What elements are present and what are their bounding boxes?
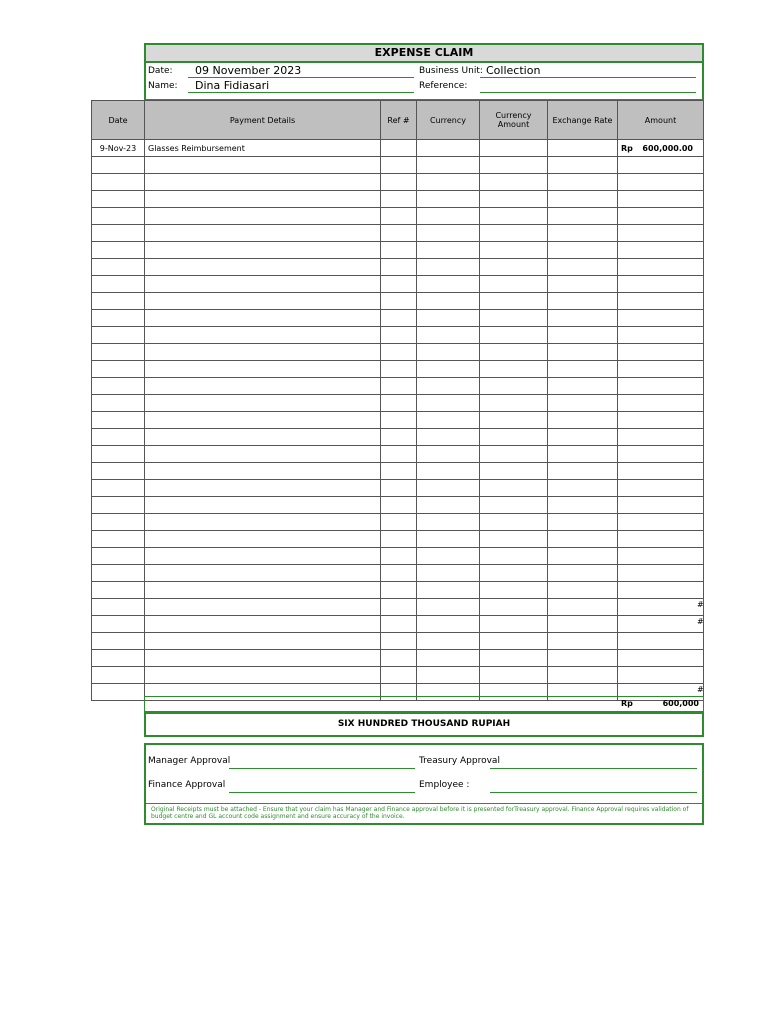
table-cell[interactable] [145,225,381,242]
table-cell[interactable] [381,446,417,463]
cell-ref[interactable] [381,140,417,157]
table-cell[interactable] [618,208,704,225]
table-cell[interactable] [92,514,145,531]
table-cell[interactable] [92,667,145,684]
table-cell[interactable] [145,174,381,191]
table-cell[interactable] [145,650,381,667]
table-cell[interactable] [618,463,704,480]
header-payment-details: Payment Details [145,101,381,140]
table-row [92,633,704,650]
table-cell[interactable] [480,344,548,361]
table-cell[interactable] [145,327,381,344]
table-cell[interactable] [92,565,145,582]
overflow-marker: # [697,685,704,694]
business-unit-underline [480,77,696,78]
header-date: Date [92,101,145,140]
table-row [92,497,704,514]
table-cell[interactable] [548,327,618,344]
table-cell[interactable] [548,582,618,599]
table-cell[interactable] [381,327,417,344]
table-cell[interactable] [480,582,548,599]
cell-date[interactable]: 9-Nov-23 [92,140,145,157]
table-cell[interactable] [480,310,548,327]
table-cell[interactable] [417,650,480,667]
table-cell[interactable] [92,378,145,395]
table-cell[interactable] [548,208,618,225]
table-cell[interactable] [548,395,618,412]
table-cell[interactable] [417,276,480,293]
table-cell[interactable] [145,412,381,429]
table-cell[interactable] [480,650,548,667]
table-cell[interactable] [145,242,381,259]
table-cell[interactable] [618,191,704,208]
table-cell[interactable] [548,565,618,582]
table-cell[interactable] [92,157,145,174]
table-cell[interactable] [381,157,417,174]
table-cell[interactable] [548,310,618,327]
table-cell[interactable] [145,276,381,293]
name-underline [188,92,414,93]
table-cell[interactable] [381,650,417,667]
amount-value: 600,000.00 [642,143,693,153]
note-divider [146,803,702,804]
table-cell[interactable] [381,225,417,242]
total-amount: 600,000 [662,699,699,708]
expense-table [91,100,704,701]
table-cell[interactable] [480,327,548,344]
table-cell[interactable] [618,293,704,310]
table-cell[interactable] [548,259,618,276]
table-cell[interactable] [92,225,145,242]
table-cell[interactable] [618,225,704,242]
table-cell[interactable] [145,157,381,174]
header-ref: Ref # [381,101,417,140]
table-row [92,667,704,684]
table-cell[interactable] [480,446,548,463]
table-cell[interactable] [145,463,381,480]
table-cell[interactable] [92,616,145,633]
table-cell[interactable] [548,191,618,208]
date-underline [188,77,414,78]
table-cell[interactable] [92,191,145,208]
table-cell[interactable] [145,310,381,327]
employee-label: Employee : [419,780,470,790]
table-cell[interactable] [548,463,618,480]
table-cell[interactable] [145,344,381,361]
header-currency-amount: Currency Amount [480,101,548,140]
table-cell[interactable] [92,361,145,378]
table-cell[interactable] [618,412,704,429]
table-cell[interactable] [417,429,480,446]
table-cell[interactable] [548,378,618,395]
table-cell[interactable] [417,599,480,616]
table-cell[interactable] [548,633,618,650]
table-cell[interactable] [417,480,480,497]
table-cell[interactable] [92,412,145,429]
table-cell[interactable] [618,531,704,548]
table-cell[interactable] [618,259,704,276]
table-cell[interactable] [381,344,417,361]
table-cell[interactable] [480,259,548,276]
table-cell[interactable] [480,616,548,633]
table-row [92,463,704,480]
table-row [92,599,704,616]
table-cell[interactable] [381,565,417,582]
table-cell[interactable] [92,497,145,514]
table-cell[interactable] [92,463,145,480]
table-cell[interactable] [381,191,417,208]
table-cell[interactable] [480,548,548,565]
table-cell[interactable] [417,361,480,378]
table-cell[interactable] [618,174,704,191]
table-cell[interactable] [618,429,704,446]
table-row [92,344,704,361]
table-cell[interactable] [480,667,548,684]
table-cell[interactable] [381,531,417,548]
table-cell[interactable] [618,616,704,633]
table-cell[interactable] [381,378,417,395]
table-cell[interactable] [381,514,417,531]
table-row [92,310,704,327]
table-row [92,650,704,667]
table-cell[interactable] [381,667,417,684]
cell-currency-amount[interactable] [480,140,548,157]
overflow-marker: # [697,617,704,626]
total-row [144,696,704,712]
finance-approval-line[interactable] [229,792,415,793]
table-cell[interactable] [417,412,480,429]
total-in-words: SIX HUNDRED THOUSAND RUPIAH [144,712,704,737]
table-row [92,412,704,429]
table-cell[interactable] [480,531,548,548]
table-cell[interactable] [145,565,381,582]
table-cell[interactable] [381,463,417,480]
form-title: EXPENSE CLAIM [144,43,704,63]
table-cell[interactable] [145,531,381,548]
table-row [92,259,704,276]
table-cell[interactable] [417,310,480,327]
table-cell[interactable] [480,429,548,446]
table-cell[interactable] [548,616,618,633]
table-row [92,140,704,157]
table-cell[interactable] [381,633,417,650]
table-cell[interactable] [618,446,704,463]
manager-approval-line[interactable] [229,768,415,769]
table-cell[interactable] [381,616,417,633]
table-cell[interactable] [618,582,704,599]
table-cell[interactable] [417,463,480,480]
table-cell[interactable] [381,429,417,446]
header-currency: Currency [417,101,480,140]
table-row [92,548,704,565]
table-row [92,208,704,225]
table-cell[interactable] [417,242,480,259]
table-cell[interactable] [381,395,417,412]
table-cell[interactable] [92,208,145,225]
table-cell[interactable] [417,378,480,395]
finance-approval-label: Finance Approval [148,780,226,790]
table-cell[interactable] [618,667,704,684]
table-cell[interactable] [480,242,548,259]
table-cell[interactable] [618,242,704,259]
table-cell[interactable] [480,599,548,616]
table-cell[interactable] [145,259,381,276]
table-cell[interactable] [417,259,480,276]
table-cell[interactable] [381,174,417,191]
total-currency-symbol: Rp [621,699,633,708]
table-cell[interactable] [548,514,618,531]
table-cell[interactable] [145,616,381,633]
table-cell[interactable] [618,548,704,565]
table-cell[interactable] [145,514,381,531]
table-cell[interactable] [548,242,618,259]
table-row [92,480,704,497]
table-cell[interactable] [92,242,145,259]
table-cell[interactable] [381,361,417,378]
table-cell[interactable] [548,531,618,548]
table-cell[interactable] [548,599,618,616]
date-field[interactable]: 09 November 2023 [195,64,302,77]
business-unit-field[interactable]: Collection [486,64,541,77]
name-label: Name: [148,81,178,91]
table-row [92,531,704,548]
table-cell[interactable] [548,174,618,191]
table-cell[interactable] [480,633,548,650]
table-cell[interactable] [381,310,417,327]
cell-currency[interactable] [417,140,480,157]
table-cell[interactable] [92,174,145,191]
table-cell[interactable] [417,633,480,650]
table-cell[interactable] [92,259,145,276]
table-cell[interactable] [145,548,381,565]
table-cell[interactable] [145,582,381,599]
table-cell[interactable] [548,157,618,174]
table-row [92,327,704,344]
table-cell[interactable] [145,191,381,208]
table-cell[interactable] [417,548,480,565]
table-cell[interactable] [480,463,548,480]
table-cell[interactable] [480,378,548,395]
table-cell[interactable] [548,225,618,242]
table-cell[interactable] [381,412,417,429]
table-cell[interactable] [618,633,704,650]
table-cell[interactable] [381,480,417,497]
table-cell[interactable] [381,599,417,616]
table-cell[interactable] [548,361,618,378]
currency-symbol: Rp [621,143,633,153]
table-cell[interactable] [480,293,548,310]
table-cell[interactable] [417,344,480,361]
table-row [92,361,704,378]
table-row [92,565,704,582]
table-cell[interactable] [480,395,548,412]
table-cell[interactable] [92,684,145,701]
table-cell[interactable] [92,310,145,327]
table-cell[interactable] [618,361,704,378]
table-cell[interactable] [417,157,480,174]
table-cell[interactable] [548,276,618,293]
table-cell[interactable] [145,667,381,684]
table-row [92,378,704,395]
reference-underline [480,92,696,93]
table-cell[interactable] [417,327,480,344]
table-cell[interactable] [381,548,417,565]
table-cell[interactable] [618,514,704,531]
table-cell[interactable] [145,208,381,225]
table-cell[interactable] [92,429,145,446]
table-cell[interactable] [145,633,381,650]
table-cell[interactable] [92,582,145,599]
table-row [92,582,704,599]
table-row [92,157,704,174]
table-cell[interactable] [92,633,145,650]
table-row [92,446,704,463]
table-cell[interactable] [92,344,145,361]
employee-line[interactable] [490,792,697,793]
table-row [92,225,704,242]
table-cell[interactable] [92,446,145,463]
date-label: Date: [148,66,173,76]
header-exchange-rate: Exchange Rate [548,101,618,140]
table-row [92,293,704,310]
table-cell[interactable] [417,667,480,684]
table-cell[interactable] [417,514,480,531]
table-cell[interactable] [480,480,548,497]
table-cell[interactable] [618,276,704,293]
table-cell[interactable] [618,650,704,667]
table-cell[interactable] [381,242,417,259]
table-cell[interactable] [417,565,480,582]
table-cell[interactable] [92,395,145,412]
table-cell[interactable] [480,497,548,514]
table-cell[interactable] [548,412,618,429]
table-cell[interactable] [548,548,618,565]
table-row [92,616,704,633]
treasury-approval-line[interactable] [490,768,697,769]
table-cell[interactable] [480,174,548,191]
table-cell[interactable] [417,395,480,412]
table-cell[interactable] [381,276,417,293]
table-cell[interactable] [618,344,704,361]
table-cell[interactable] [417,531,480,548]
cell-exchange-rate[interactable] [548,140,618,157]
table-cell[interactable] [548,667,618,684]
table-cell[interactable] [92,531,145,548]
table-cell[interactable] [480,157,548,174]
header-amount: Amount [618,101,704,140]
table-cell[interactable] [145,446,381,463]
manager-approval-label: Manager Approval [148,756,231,766]
table-cell[interactable] [145,497,381,514]
table-cell[interactable] [417,191,480,208]
table-cell[interactable] [381,582,417,599]
table-cell[interactable] [618,480,704,497]
overflow-marker: # [697,600,704,609]
table-cell[interactable] [548,497,618,514]
table-cell[interactable] [618,395,704,412]
treasury-approval-label: Treasury Approval [419,756,500,766]
table-cell[interactable] [618,157,704,174]
table-cell[interactable] [381,293,417,310]
table-row [92,514,704,531]
table-cell[interactable] [145,599,381,616]
table-cell[interactable] [145,395,381,412]
table-cell[interactable] [480,412,548,429]
table-cell[interactable] [145,429,381,446]
approval-note: Original Receipts must be attached - Ensure that your claim has Manager and Finance approval before it is presented forTreasury approval. Finance Approval requires validation of budget centre and GL account code assignment and ensure accuracy of the invoice. [151,806,689,820]
table-cell[interactable] [417,497,480,514]
table-cell[interactable] [417,446,480,463]
table-cell[interactable] [618,497,704,514]
table-cell[interactable] [417,225,480,242]
table-cell[interactable] [480,191,548,208]
table-cell[interactable] [618,565,704,582]
table-row [92,276,704,293]
table-cell[interactable] [618,378,704,395]
business-unit-label: Business Unit: [419,66,483,76]
table-cell[interactable] [618,310,704,327]
table-cell[interactable] [92,548,145,565]
table-cell[interactable] [618,327,704,344]
table-cell[interactable] [92,293,145,310]
table-cell[interactable] [145,480,381,497]
table-cell[interactable] [548,446,618,463]
table-cell[interactable] [92,650,145,667]
table-cell[interactable] [92,599,145,616]
table-cell[interactable] [92,327,145,344]
table-cell[interactable] [92,480,145,497]
table-cell[interactable] [145,378,381,395]
table-cell[interactable] [417,208,480,225]
table-row [92,395,704,412]
table-cell[interactable] [480,225,548,242]
table-cell[interactable] [145,293,381,310]
table-cell[interactable] [417,616,480,633]
table-cell[interactable] [381,208,417,225]
table-cell[interactable] [145,361,381,378]
table-row [92,174,704,191]
table-cell[interactable] [480,208,548,225]
table-cell[interactable] [480,276,548,293]
table-cell[interactable] [381,497,417,514]
table-row [92,242,704,259]
table-cell[interactable] [480,565,548,582]
name-field[interactable]: Dina Fidiasari [195,79,270,92]
table-cell[interactable] [548,429,618,446]
cell-amount[interactable] [618,140,704,157]
cell-details[interactable]: Glasses Reimbursement [145,140,381,157]
table-cell[interactable] [381,259,417,276]
table-cell[interactable] [92,276,145,293]
table-cell[interactable] [417,174,480,191]
table-header-row [92,101,704,140]
table-cell[interactable] [480,361,548,378]
table-cell[interactable] [548,650,618,667]
table-cell[interactable] [417,293,480,310]
table-cell[interactable] [480,514,548,531]
table-cell[interactable] [548,480,618,497]
table-cell[interactable] [417,582,480,599]
table-row [92,429,704,446]
table-cell[interactable] [618,599,704,616]
table-cell[interactable] [548,293,618,310]
table-cell[interactable] [548,344,618,361]
reference-label: Reference: [419,81,468,91]
table-row [92,191,704,208]
